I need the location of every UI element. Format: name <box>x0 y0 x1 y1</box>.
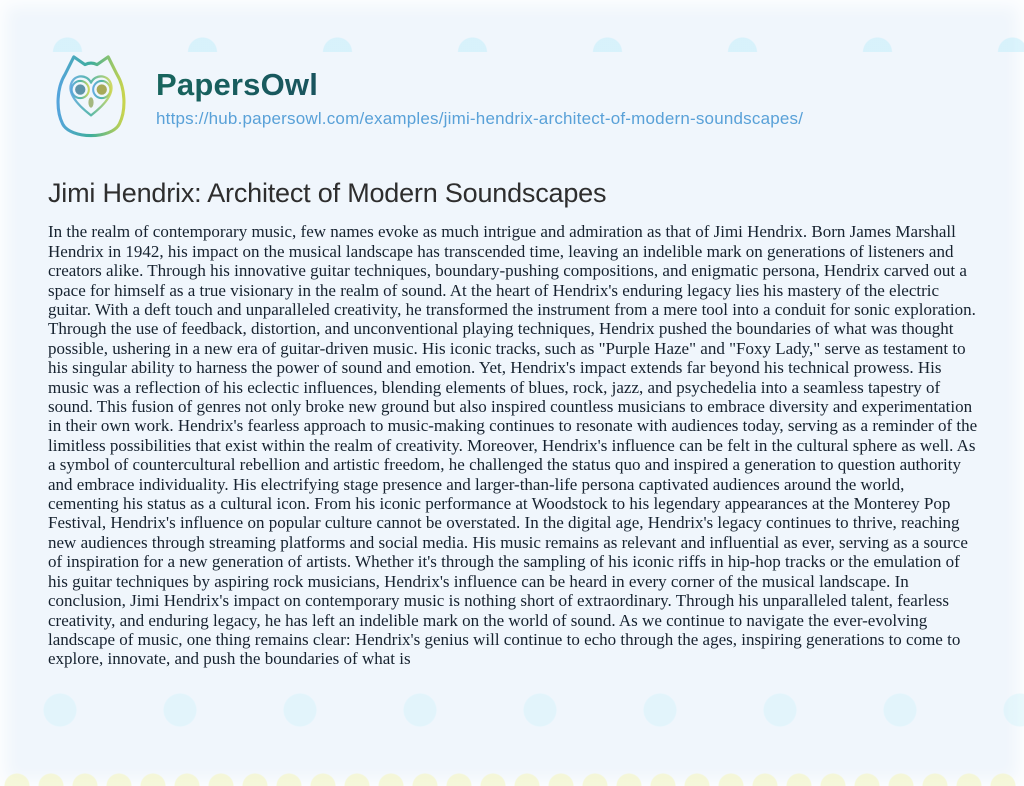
background-scallop-pattern-bottom <box>0 772 1024 786</box>
essay-body-text: In the realm of contemporary music, few names evoke as much intrigue and admiration as that of Jimi Hendrix. Born James Marshall Hendrix in 1942, his impact on the musical landscape has transcended time, leaving an indelible mark on generations of listeners and creators alike. Through his innovative guitar techniques, boundary-pushing compositions, and enigmatic persona, Hendrix carved out a space for himself as a true visionary in the realm of sound. At the heart of Hendrix's enduring legacy lies his mastery of the electric guitar. With a deft touch and unparalleled creativity, he transformed the instrument from a mere tool into a conduit for sonic exploration. Through the use of feedback, distortion, and unconventional playing techniques, Hendrix pushed the boundaries of what was thought possible, ushering in a new era of guitar-driven music. His iconic tracks, such as "Purple Haze" and "Foxy Lady," serve as testament to his singular ability to harness the power of sound and emotion. Yet, Hendrix's impact extends far beyond his technical prowess. His music was a reflection of his eclectic influences, blending elements of blues, rock, jazz, and psychedelia into a seamless tapestry of sound. This fusion of genres not only broke new ground but also inspired countless musicians to embrace diversity and experimentation in their own work. Hendrix's fearless approach to music-making continues to resonate with audiences today, serving as a reminder of the limitless possibilities that exist within the realm of creativity. Moreover, Hendrix's influence can be felt in the cultural sphere as well. As a symbol of countercultural rebellion and artistic freedom, he challenged the status quo and inspired a generation to question authority and embrace individuality. His electrifying stage presence and larger-than-life persona captivated audiences around the world, cementing his status as a cultural icon. From his iconic performance at Woodstock to his legendary appearances at the Monterey Pop Festival, Hendrix's influence on popular culture cannot be overstated. In the digital age, Hendrix's legacy continues to thrive, reaching new audiences through streaming platforms and social media. His music remains as relevant and influential as ever, serving as a source of inspiration for a new generation of artists. Whether it's through the sampling of his iconic riffs in hip-hop tracks or the emulation of his guitar techniques by aspiring rock musicians, Hendrix's influence can be heard in every corner of the musical landscape. In conclusion, Jimi Hendrix's impact on contemporary music is nothing short of extraordinary. Through his unparalleled talent, fearless creativity, and enduring legacy, he has left an indelible mark on the world of sound. As we continue to navigate the ever-evolving landscape of music, one thing remains clear: Hendrix's genius will continue to echo through the ages, inspiring generations to come to explore, innovate, and push the boundaries of what is <box>48 222 978 669</box>
owl-logo-icon <box>48 50 134 148</box>
source-url-link[interactable]: https://hub.papersowl.com/examples/jimi-hendrix-architect-of-modern-soundscapes/ <box>156 109 804 129</box>
header-text-block <box>156 68 803 129</box>
background-cloud-pattern-middle <box>0 690 1024 730</box>
brand-title: PapersOwl <box>156 68 803 102</box>
essay-title: Jimi Hendrix: Architect of Modern Soundscapes <box>48 178 607 208</box>
site-header <box>48 50 976 148</box>
